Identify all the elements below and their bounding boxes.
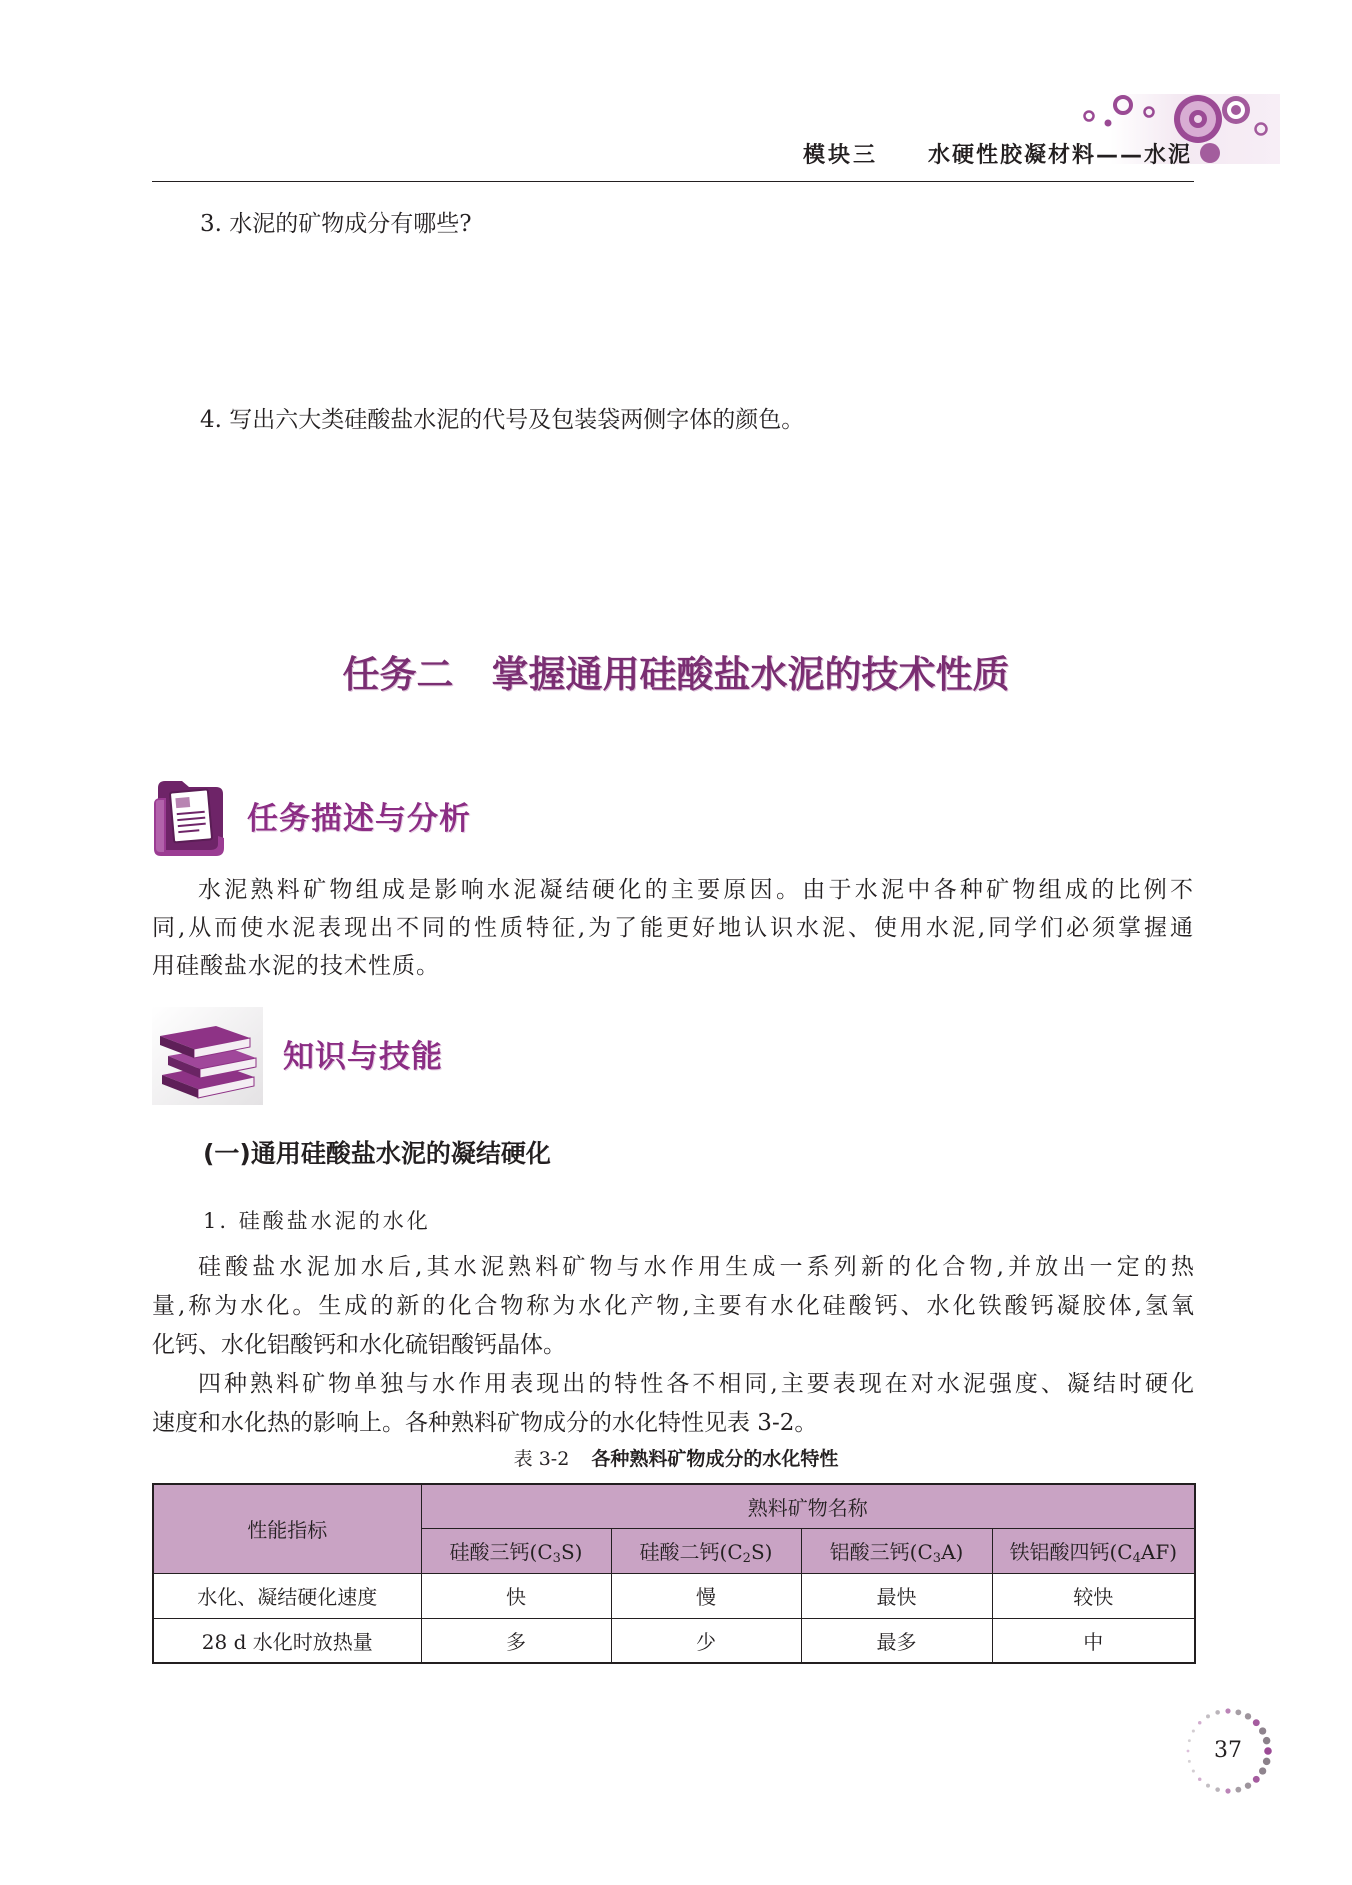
table-caption-title: 各种熟料矿物成分的水化特性 bbox=[591, 1448, 839, 1470]
header-module-label: 模块三 bbox=[802, 143, 878, 168]
table-row-header: 性能指标 bbox=[153, 1484, 421, 1573]
table-column-header: 硅酸三钙$(C_3S)$ bbox=[421, 1528, 611, 1573]
table-cell: 慢 bbox=[611, 1573, 801, 1618]
decoration-dot bbox=[1245, 1782, 1251, 1788]
header-chapter-title: 水硬性胶凝材料——水泥 bbox=[927, 143, 1192, 168]
paragraph-line: 化钙、水化铝酸钙和水化硫铝酸钙晶体。 bbox=[152, 1332, 566, 1358]
decoration-dot bbox=[1225, 1788, 1230, 1793]
table-caption bbox=[0, 1447, 1352, 1471]
table-row bbox=[153, 1573, 1195, 1618]
task-title-text: 掌握通用硅酸盐水泥的技术性质 bbox=[491, 653, 1010, 696]
decoration-dot bbox=[1187, 1750, 1190, 1753]
question-4: 4. 写出六大类硅酸盐水泥的代号及包装袋两侧字体的颜色。 bbox=[200, 407, 805, 433]
table-cell: 较快 bbox=[992, 1573, 1195, 1618]
hydration-paragraph bbox=[152, 1248, 1194, 1443]
decoration-dot bbox=[1198, 1721, 1202, 1725]
decoration-dot bbox=[1253, 1719, 1260, 1726]
decoration-dot bbox=[1206, 1784, 1210, 1788]
paragraph-line: 水泥熟料矿物组成是影响水泥凝结硬化的主要原因。由于水泥中各种矿物组成的比例不 bbox=[198, 877, 1194, 903]
folder-document-icon bbox=[152, 776, 228, 856]
item-heading: 1. 硅酸盐水泥的水化 bbox=[203, 1209, 431, 1233]
decoration-dot bbox=[1206, 1714, 1210, 1718]
decoration-dot bbox=[1264, 1747, 1272, 1755]
decoration-dot bbox=[1259, 1727, 1266, 1734]
paragraph-line: 速度和水化热的影响上。各种熟料矿物成分的水化特性见表 3-2。 bbox=[152, 1410, 818, 1436]
task-description-heading: 任务描述与分析 bbox=[247, 801, 471, 837]
decoration-dot bbox=[1245, 1713, 1251, 1719]
table-cell: 最快 bbox=[801, 1573, 992, 1618]
table-cell: 少 bbox=[611, 1618, 801, 1663]
table-column-header: 铝酸三钙$(C_3A)$ bbox=[801, 1528, 992, 1573]
decoration-dot bbox=[1198, 1778, 1202, 1782]
table-row-label: 水化、凝结硬化速度 bbox=[153, 1573, 421, 1618]
paragraph-line: 四种熟料矿物单独与水作用表现出的特性各不相同,主要表现在对水泥强度、凝结时硬化 bbox=[198, 1371, 1194, 1397]
paragraph-line: 量,称为水化。生成的新的化合物称为水化产物,主要有水化硅酸钙、水化铁酸钙凝胶体,氢氧 bbox=[152, 1293, 1194, 1319]
books-icon bbox=[152, 1007, 263, 1105]
paragraph-line: 用硅酸盐水泥的技术性质。 bbox=[152, 953, 440, 979]
decoration-dot bbox=[1235, 1709, 1241, 1715]
table-cell: 中 bbox=[992, 1618, 1195, 1663]
decoration-dot bbox=[1188, 1739, 1191, 1742]
decoration-dot bbox=[1192, 1729, 1195, 1732]
decoration-dot bbox=[1253, 1776, 1260, 1783]
decoration-dot bbox=[1263, 1737, 1271, 1745]
decoration-dot bbox=[1188, 1760, 1191, 1763]
decoration-dot bbox=[1215, 1710, 1220, 1715]
table-column-header: 硅酸二钙$(C_2S)$ bbox=[611, 1528, 801, 1573]
hydration-properties-table bbox=[152, 1483, 1196, 1664]
header-divider bbox=[152, 181, 1194, 182]
table-cell: 多 bbox=[421, 1618, 611, 1663]
task-number: 任务二 bbox=[342, 653, 454, 696]
decoration-dot bbox=[1259, 1767, 1266, 1774]
paragraph-line: 硅酸盐水泥加水后,其水泥熟料矿物与水作用生成一系列新的化合物,并放出一定的热 bbox=[198, 1254, 1194, 1280]
table-caption-number: 表 3-2 bbox=[513, 1448, 570, 1470]
table-cell: 最多 bbox=[801, 1618, 992, 1663]
task-description-paragraph bbox=[152, 871, 1194, 985]
subsection-heading: (一)通用硅酸盐水泥的凝结硬化 bbox=[203, 1139, 551, 1168]
paragraph-line: 同,从而使水泥表现出不同的性质特征,为了能更好地认识水泥、使用水泥,同学们必须掌握通 bbox=[152, 915, 1194, 941]
task-title bbox=[0, 652, 1352, 698]
question-3: 3. 水泥的矿物成分有哪些? bbox=[200, 211, 472, 237]
decoration-dot bbox=[1235, 1787, 1241, 1793]
decoration-dot bbox=[1263, 1758, 1271, 1766]
table-group-header: 熟料矿物名称 bbox=[421, 1484, 1195, 1528]
table-cell: 快 bbox=[421, 1573, 611, 1618]
page-number: 37 bbox=[1214, 1738, 1242, 1763]
table-row-label: 28 d 水化时放热量 bbox=[153, 1618, 421, 1663]
decoration-dot bbox=[1192, 1769, 1195, 1772]
table-row bbox=[153, 1618, 1195, 1663]
decoration-dot bbox=[1225, 1708, 1230, 1713]
table-column-header: 铁铝酸四钙$(C_4AF)$ bbox=[992, 1528, 1195, 1573]
decoration-dot bbox=[1215, 1787, 1220, 1792]
knowledge-skills-heading: 知识与技能 bbox=[283, 1039, 443, 1075]
